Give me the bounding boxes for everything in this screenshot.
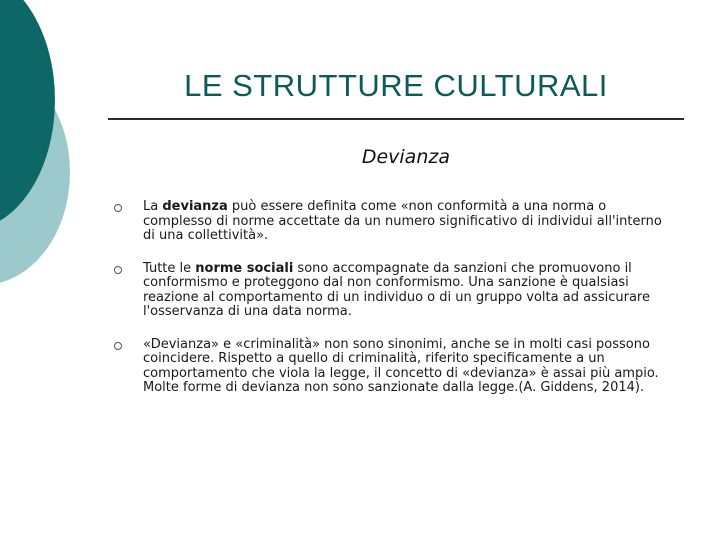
bullet-list [112, 200, 672, 414]
bullet-item-2 [112, 262, 672, 320]
bullet-circle-icon [114, 266, 122, 274]
bullet-item-1 [112, 200, 672, 244]
bullet-text-post: può essere definita come «non conformità a una norma o complesso di norme accettate da un numero significativo di individui all'interno di una collettività». [143, 199, 662, 243]
title-divider [108, 118, 684, 120]
bullet-keyword: devianza [162, 199, 228, 214]
bullet-circle-icon [114, 204, 122, 212]
bullet-text-pre: Tutte le [143, 260, 196, 276]
bullet-text-post: sono accompagnate da sanzioni che promuovono il conformismo e proteggono dal non conformismo. Una sanzione è qualsiasi reazione al comportamento di un individuo o di un gruppo volta ad assicurare l'osservanza di una data norma. [143, 260, 650, 319]
bullet-item-3 [112, 338, 672, 396]
bullet-text-pre: «Devianza» e «criminalità» non sono sinonimi, anche se in molti casi possono coincidere. Rispetto a quello di criminalità, riferito specificamente a un comportamento che viola la legge, il concetto di «devianza» è assai più ampio. Molte forme di devianza non sono sanzionate dalla legge.(A. Giddens, 2014). [143, 336, 659, 395]
bullet-text-pre: La [143, 199, 163, 214]
slide-subtitle: Devianza [361, 146, 450, 168]
bullet-keyword: norme sociali [195, 260, 294, 276]
slide-title: LE STRUTTURE CULTURALI [184, 68, 608, 103]
bullet-circle-icon [114, 342, 122, 350]
